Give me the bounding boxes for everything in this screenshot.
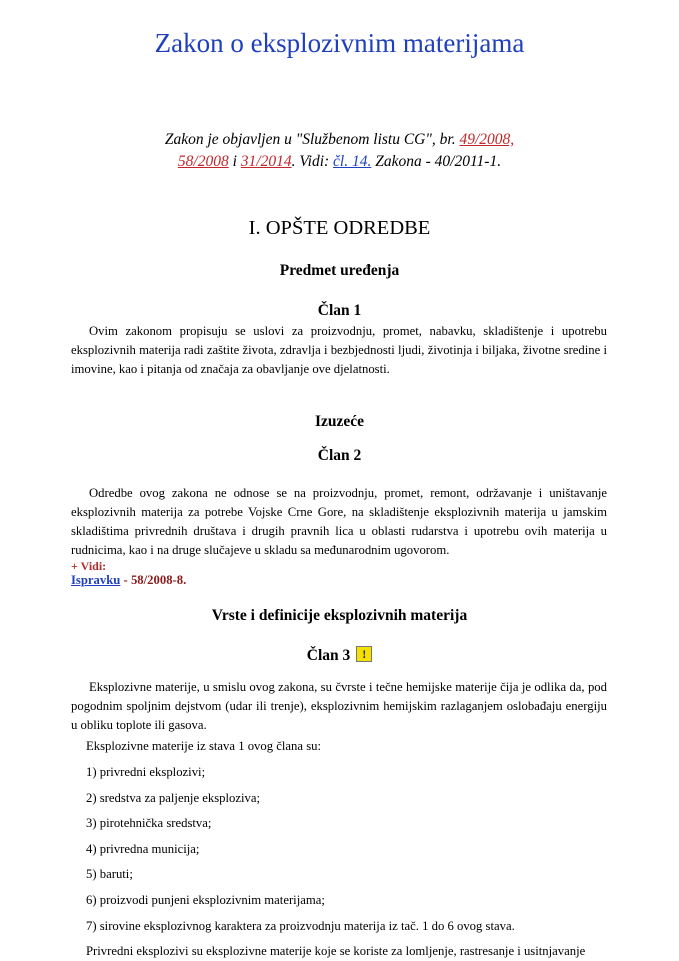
vidi-toggle[interactable]: + Vidi: <box>71 559 107 573</box>
note-warning-icon[interactable]: ! <box>356 646 372 662</box>
heading-clan-1: Član 1 <box>317 302 362 319</box>
ispravka-link[interactable]: Ispravku <box>71 573 121 587</box>
list-intro: Eksplozivne materije iz stava 1 ovog člana su: <box>86 739 321 753</box>
gazette-link-31-2014[interactable]: 31/2014 <box>240 153 292 170</box>
list-item: 5) baruti; <box>86 867 133 881</box>
publication-line-1 <box>0 129 679 151</box>
paragraph-clan-2: Odredbe ovog zakona ne odnose se na proizvodnju, promet, remont, održavanje i uništavanje eksplozivnih materija za potrebe Vojske Crne Gore, na skladištenje eksplozivnih materija u jamskim skladištima privrednih društava i drugih pravnih lica u oblasti rudarstva i upotrebu ovih materija u rudnicima, kao i na druge slučajeve u skladu sa međunarodnim ugovorom. <box>71 486 607 557</box>
list-item: 7) sirovine eksplozivnog karaktera za proizvodnju materija iz tač. 1 do 6 ovog stava. <box>86 919 515 933</box>
heading-clan-2: Član 2 <box>317 447 362 464</box>
publication-line-2 <box>0 151 679 173</box>
list-item: 3) pirotehnička sredstva; <box>86 816 212 830</box>
heading-vrste: Vrste i definicije eksplozivnih materija <box>211 607 468 624</box>
document-title: Zakon o eksplozivnim materijama <box>154 28 525 58</box>
publication-prefix: Zakon je objavljen u "Službenom listu CG", br. <box>164 131 456 148</box>
ispravka-line <box>71 572 186 589</box>
gazette-link-58-2008[interactable]: 58/2008 <box>177 153 229 170</box>
publication-and: i <box>232 153 237 170</box>
heading-predmet: Predmet uređenja <box>279 262 400 279</box>
list-item: 2) sredstva za paljenje eksploziva; <box>86 791 261 805</box>
ispravka-ref: - 58/2008-8. <box>123 573 187 587</box>
list-item: 1) privredni eksplozivi; <box>86 765 206 779</box>
gazette-link-49-2008[interactable]: 49/2008, <box>459 131 515 148</box>
paragraph-privredni-eksplozivi: Privredni eksplozivi su eksplozivne materije koje se koriste za lomljenje, rastresanje i usitnjavanje <box>86 944 586 958</box>
list-item: 6) proizvodi punjeni eksplozivnim materijama; <box>86 893 325 907</box>
clan-3-label: Član 3 <box>306 647 351 664</box>
paragraph-clan-1: Ovim zakonom propisuju se uslovi za proizvodnju, promet, nabavku, skladištenje i upotrebu eksplozivnih materija radi zaštite života, zdravlja i bezbjednosti ljudi, životinja i biljaka, životne sredine i imovine, kao i pitanja od značaja za obavljanje ove djelatnosti. <box>71 324 607 376</box>
publication-suffix: Zakona - 40/2011-1. <box>375 153 502 170</box>
list-item: 4) privredna municija; <box>86 842 200 856</box>
section-title: I. OPŠTE ODREDBE <box>248 217 431 239</box>
article-14-link[interactable]: čl. 14. <box>333 153 372 170</box>
paragraph-clan-3: Eksplozivne materije, u smislu ovog zakona, su čvrste i tečne hemijske materije čija je odlika da, pod pogodnim spoljnim dejstvom (udar ili trenje), eksplozivnim hemijskim razlaganjem oslobađaju energiju u obliku toplote ili gasova. <box>71 680 607 732</box>
publication-vidi: . Vidi: <box>291 153 330 170</box>
heading-izuzece: Izuzeće <box>314 413 365 430</box>
heading-clan-3 <box>0 646 679 666</box>
